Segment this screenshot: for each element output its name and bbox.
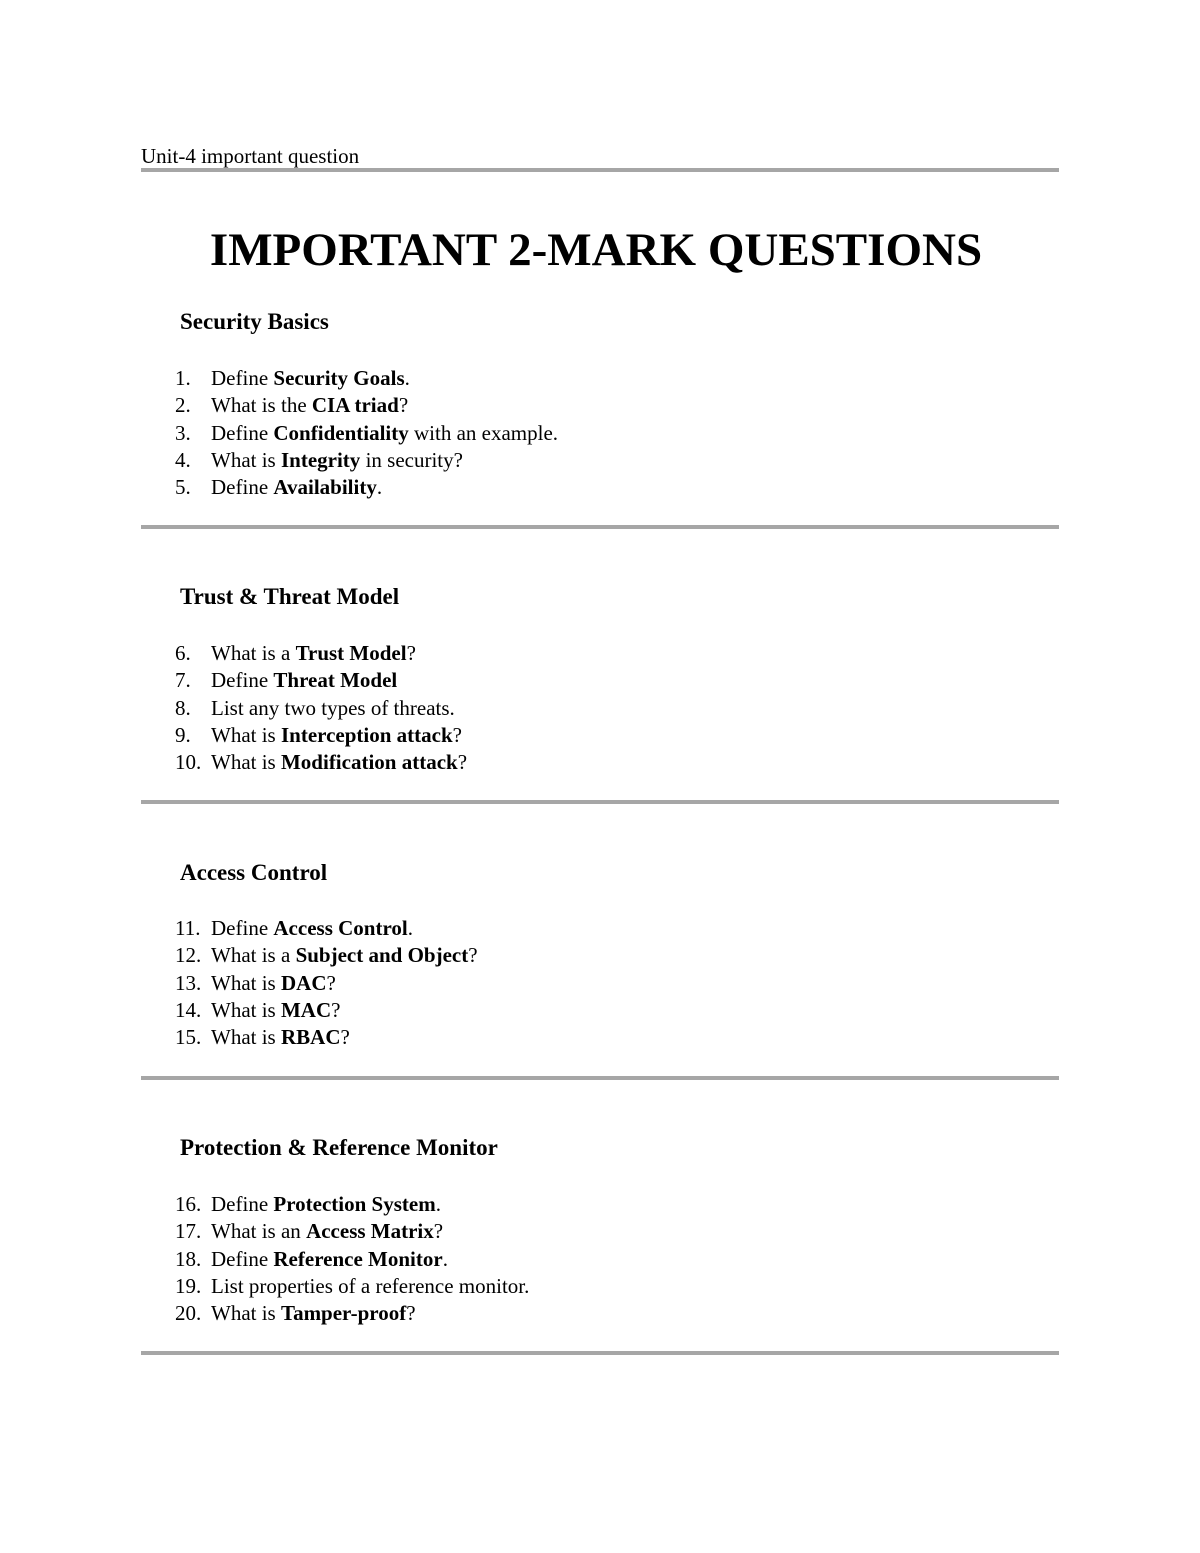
question-keyword: DAC bbox=[280, 970, 327, 995]
question-number: 8. bbox=[175, 695, 191, 720]
question-number: 10. bbox=[175, 750, 202, 775]
question-keyword: Trust Model bbox=[295, 641, 407, 665]
question-text: Define bbox=[211, 1192, 274, 1216]
question-keyword: Threat Model bbox=[273, 668, 398, 693]
question-suffix: ? bbox=[406, 1301, 416, 1326]
question-keyword: Tamper-proof bbox=[280, 1301, 407, 1326]
question-text: Define bbox=[211, 475, 274, 500]
question-text: Define bbox=[211, 420, 274, 445]
question-text: What is bbox=[211, 722, 281, 747]
question-number: 13. bbox=[175, 970, 202, 995]
question-item bbox=[175, 447, 558, 474]
question-number: 6. bbox=[175, 641, 191, 665]
question-suffix: ? bbox=[457, 750, 468, 775]
question-item bbox=[175, 392, 558, 419]
question-number: 18. bbox=[175, 1246, 202, 1271]
question-keyword: Interception attack bbox=[280, 722, 453, 747]
question-keyword: Subject and Object bbox=[295, 943, 469, 968]
question-keyword: Security Goals bbox=[273, 366, 405, 390]
question-item bbox=[175, 997, 478, 1024]
question-text: What is the bbox=[211, 393, 312, 418]
question-text: What is bbox=[211, 1025, 281, 1050]
question-number: 16. bbox=[175, 1192, 202, 1216]
question-text: What is bbox=[211, 997, 281, 1022]
question-text: List properties of a reference monitor. bbox=[211, 1273, 530, 1298]
question-number: 17. bbox=[175, 1219, 202, 1244]
question-keyword: Access Control bbox=[273, 916, 408, 940]
question-text: What is bbox=[211, 447, 281, 472]
question-item bbox=[175, 365, 558, 392]
section-heading-access-control: Access Control bbox=[180, 860, 328, 885]
question-number: 20. bbox=[175, 1301, 202, 1326]
question-suffix: . bbox=[404, 366, 410, 390]
question-list-trust-threat-model bbox=[175, 640, 467, 776]
question-suffix: ? bbox=[433, 1219, 444, 1244]
question-text: Define bbox=[211, 916, 274, 940]
question-text: What is bbox=[211, 970, 281, 995]
question-number: 19. bbox=[175, 1273, 202, 1298]
question-keyword: RBAC bbox=[280, 1025, 341, 1050]
question-suffix: ? bbox=[406, 641, 416, 665]
question-number: 14. bbox=[175, 997, 202, 1022]
question-keyword: Protection System bbox=[273, 1192, 436, 1216]
question-suffix: . bbox=[435, 1192, 441, 1216]
question-suffix: . bbox=[376, 475, 383, 500]
question-number: 7. bbox=[175, 668, 191, 693]
header-divider bbox=[141, 168, 1059, 172]
question-keyword: Availability bbox=[273, 475, 377, 500]
question-suffix: ? bbox=[468, 943, 478, 968]
question-keyword: Confidentiality bbox=[273, 420, 409, 445]
question-number: 9. bbox=[175, 722, 191, 747]
question-suffix: . bbox=[442, 1246, 448, 1271]
section-heading-security-basics: Security Basics bbox=[180, 309, 329, 334]
page-header: Unit-4 important question bbox=[141, 144, 360, 168]
question-list-protection-reference-monitor bbox=[175, 1191, 529, 1327]
section-divider bbox=[141, 800, 1059, 804]
question-number: 5. bbox=[175, 475, 191, 500]
question-suffix: ? bbox=[340, 1025, 350, 1050]
question-item bbox=[175, 1246, 529, 1273]
question-suffix: ? bbox=[452, 722, 462, 747]
question-item bbox=[175, 1273, 529, 1300]
question-keyword: Integrity bbox=[280, 447, 361, 472]
section-heading-protection-reference-monitor: Protection & Reference Monitor bbox=[180, 1135, 498, 1160]
question-item bbox=[175, 1024, 478, 1051]
question-number: 4. bbox=[175, 447, 191, 472]
question-suffix: ? bbox=[398, 393, 409, 418]
question-item bbox=[175, 640, 467, 667]
question-item bbox=[175, 970, 478, 997]
question-keyword: Access Matrix bbox=[306, 1219, 434, 1244]
question-text: What is a bbox=[211, 641, 296, 665]
question-item bbox=[175, 695, 467, 722]
question-list-security-basics bbox=[175, 365, 558, 501]
question-suffix: . bbox=[407, 916, 413, 940]
question-item bbox=[175, 1300, 529, 1327]
question-item bbox=[175, 667, 467, 694]
question-item bbox=[175, 942, 478, 969]
section-divider bbox=[141, 1351, 1059, 1355]
question-number: 11. bbox=[175, 916, 201, 940]
section-divider bbox=[141, 1076, 1059, 1080]
question-item bbox=[175, 722, 467, 749]
question-item bbox=[175, 915, 478, 942]
question-number: 12. bbox=[175, 943, 202, 968]
question-item bbox=[175, 420, 558, 447]
question-text: Define bbox=[211, 366, 274, 390]
question-suffix: ? bbox=[331, 997, 341, 1022]
question-suffix: ? bbox=[326, 970, 336, 995]
question-item bbox=[175, 749, 467, 776]
question-keyword: Modification attack bbox=[280, 750, 458, 775]
page-title: IMPORTANT 2-MARK QUESTIONS bbox=[209, 224, 983, 276]
question-item bbox=[175, 1218, 529, 1245]
question-text: What is an bbox=[211, 1219, 307, 1244]
question-item bbox=[175, 1191, 529, 1218]
question-suffix: in security? bbox=[360, 447, 463, 472]
question-keyword: CIA triad bbox=[311, 393, 399, 418]
question-number: 2. bbox=[175, 393, 191, 418]
question-text: What is a bbox=[211, 943, 296, 968]
question-item bbox=[175, 474, 558, 501]
section-heading-trust-threat-model: Trust & Threat Model bbox=[180, 584, 400, 609]
question-text: List any two types of threats. bbox=[211, 695, 455, 720]
question-text: Define bbox=[211, 668, 274, 693]
question-text: Define bbox=[211, 1246, 274, 1271]
question-keyword: MAC bbox=[280, 997, 332, 1022]
question-text: What is bbox=[211, 750, 281, 775]
question-suffix: with an example. bbox=[408, 420, 559, 445]
question-text: What is bbox=[211, 1301, 281, 1326]
section-divider bbox=[141, 525, 1059, 529]
question-number: 1. bbox=[175, 366, 191, 390]
question-keyword: Reference Monitor bbox=[273, 1246, 443, 1271]
question-number: 15. bbox=[175, 1025, 202, 1050]
question-list-access-control bbox=[175, 915, 478, 1051]
question-number: 3. bbox=[175, 420, 191, 445]
